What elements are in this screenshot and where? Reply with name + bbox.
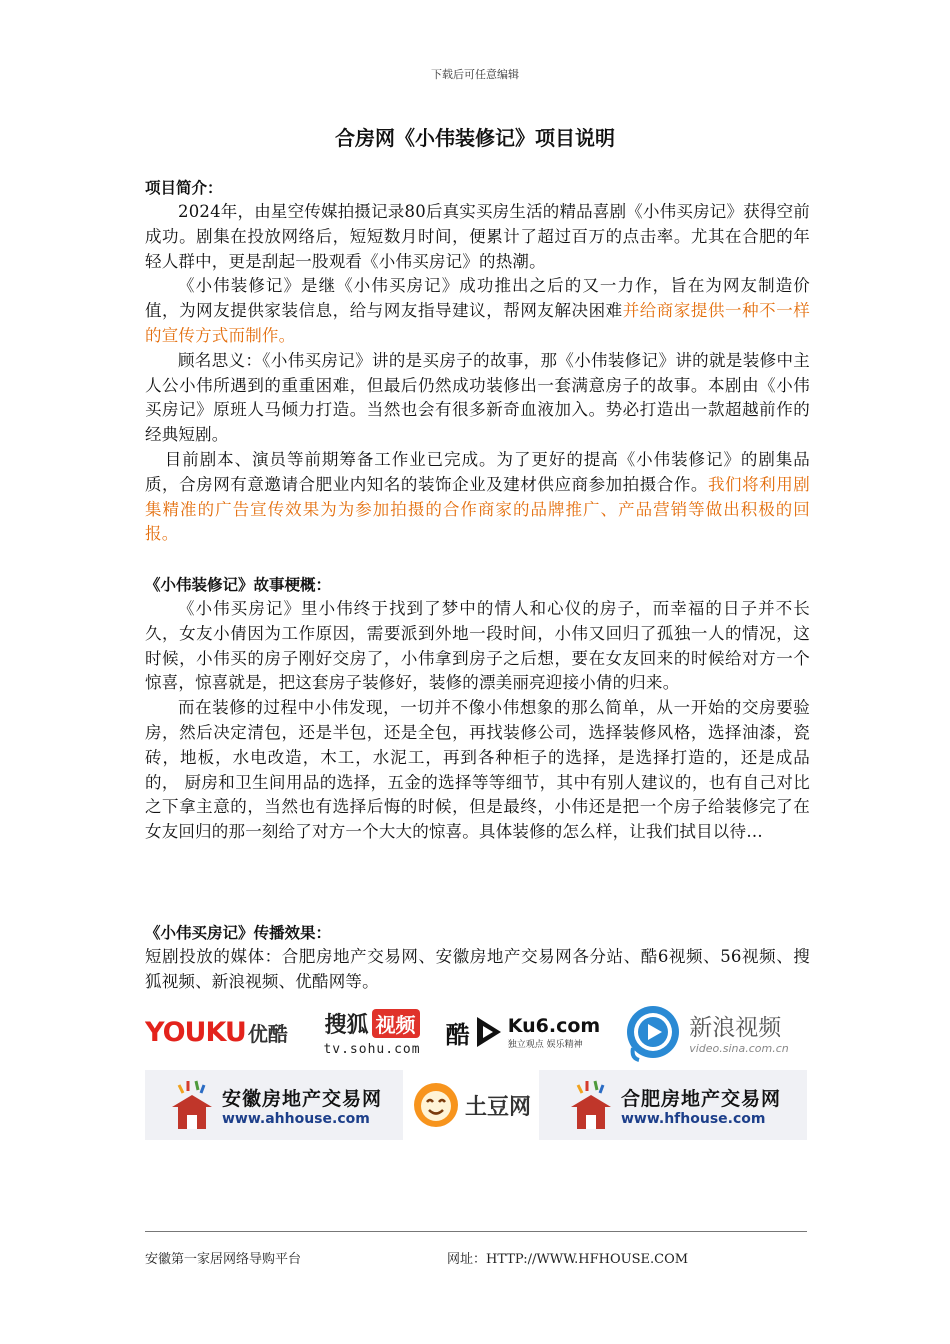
intro-section [145, 176, 810, 547]
media-logo-row-1 [145, 1000, 807, 1064]
sina-logo-text [689, 1009, 789, 1055]
sina-logo-url: video.sina.com.cn [689, 1042, 789, 1055]
sohu-logo-cn: 搜狐 [324, 1012, 369, 1038]
hfhouse-logo-url: www.hfhouse.com [620, 1110, 766, 1127]
ahhouse-logo [145, 1070, 403, 1140]
ahhouse-house-icon [166, 1077, 218, 1133]
sina-eye-icon [623, 1002, 683, 1062]
media-logo-row-2 [145, 1070, 807, 1140]
tudou-logo-cn: 土豆网 [464, 1094, 531, 1120]
ku6-logo-name: Ku6.com [507, 1014, 601, 1037]
intro-paragraph-1: 2024年，由星空传媒拍摄记录80后真实买房生活的精品喜剧《小伟买房记》获得空前成功。剧集在投放网络后，短短数月时间，便累计了超过百万的点击率。尤其在合肥的年轻人群中，更是刮起一股观看《小伟买房记》的热潮。 [145, 202, 810, 271]
sohu-logo-url: tv.sohu.com [323, 1041, 421, 1057]
effect-section [145, 921, 810, 995]
sina-video-logo [605, 1000, 807, 1064]
effect-paragraph: 短剧投放的媒体：合肥房地产交易网、安徽房地产交易网各分站、酷6视频、56视频、搜狐视频、新浪视频、优酷网等。 [145, 947, 810, 991]
youku-logo-cn: 优酷 [247, 1021, 288, 1046]
intro-paragraph-4-highlight: 我们将利用剧集精准的广告宣传效果为为参加拍摄的合作商家的品牌推广、产品营销等做出积极的回报。 [145, 474, 811, 544]
ku6-logo-text [508, 1015, 600, 1050]
footer-website: 网址：HTTP://WWW.HFHOUSE.COM [447, 1252, 689, 1267]
tudou-face-icon [411, 1080, 461, 1130]
hfhouse-logo-text [621, 1084, 781, 1127]
youku-logo [145, 1000, 303, 1064]
footer-divider [145, 1231, 807, 1232]
intro-paragraph-4-text: 目前剧本、演员等前期筹备工作业已完成。为了更好的提高《小伟装修记》的剧集品质，合房网有意邀请合肥业内知名的装饰企业及建材供应商参加拍摄合作。 [145, 449, 810, 494]
story-heading: 《小伟装修记》故事梗概： [145, 576, 332, 594]
intro-paragraph-2 [145, 274, 810, 348]
intro-paragraph-2-text: 《小伟装修记》是继《小伟买房记》成功推出之后的又一力作，旨在为网友制造价值，为网友提供家装信息，给与网友指导建议，帮网友解决困难 [145, 276, 810, 321]
intro-paragraph-2-highlight: 并给商家提供一种不一样的宣传方式而制作。 [145, 301, 810, 345]
intro-paragraph-3: 顾名思义：《小伟买房记》讲的是买房子的故事，那《小伟装修记》讲的就是装修中主人公小伟所遇到的重重困难，但最后仍然成功装修出一套满意房子的故事。本剧由《小伟买房记》原班人马倾力打造。当然也会有很多新奇血液加入。势必打造出一款超越前作的经典短剧。 [145, 350, 810, 445]
effect-heading: 《小伟买房记》传播效果： [145, 924, 332, 942]
sohu-logo-badge: 视频 [372, 1009, 420, 1038]
ku6-play-icon [474, 1015, 504, 1049]
story-paragraph-2: 而在装修的过程中小伟发现，一切并不像小伟想象的那么简单，从一开始的交房要验房，然后决定清包，还是半包，还是全包，再找装修公司，选择装修风格，选择油漆，瓷砖，地板，水电改造，木工，水泥工，再到各种柜子的选择，是选择打造的，还是成品的， 厨房和卫生间用品的选择，五金的选择等等细节，其中有别人建议的，也有自己对比之下拿主意的，当然也有选择后悔的时候，但是最终，小伟还是把一个房子给装修完了在女友回归的那一刻给了对方一个大大的惊喜。具体装修的怎么样，让我们拭目以待… [145, 698, 810, 842]
hfhouse-logo [539, 1070, 807, 1140]
ku6-logo-slogan: 独立观点 娱乐精神 [507, 1039, 583, 1050]
sina-logo-cn: 新浪视频 [689, 1015, 782, 1041]
ku6-logo-cn: 酷 [445, 1020, 470, 1049]
sohu-video-logo [303, 1000, 441, 1064]
intro-paragraph-4 [145, 448, 810, 547]
tudou-logo [403, 1070, 539, 1140]
youku-logo-en: YOUKU [145, 1016, 246, 1048]
sohu-logo-top [324, 1008, 419, 1039]
footer-slogan: 安徽第一家居网络导购平台 [145, 1252, 302, 1267]
intro-heading: 项目简介： [145, 179, 223, 197]
ku6-logo [441, 1000, 605, 1064]
document-title: 合房网《小伟装修记》项目说明 [335, 126, 615, 150]
story-paragraph-1: 《小伟买房记》里小伟终于找到了梦中的情人和心仪的房子，而幸福的日子并不长久，女友小倩因为工作原因，需要派到外地一段时间，小伟又回归了孤独一人的情况，这时候，小伟买的房子刚好交房了，小伟拿到房子之后想，要在女友回来的时候给对方一个惊喜，惊喜就是，把这套房子装修好，装修的漂美丽亮迎接小倩的归来。 [145, 599, 810, 693]
header-note: 下载后可任意编辑 [431, 68, 519, 81]
hfhouse-house-icon [565, 1077, 617, 1133]
hfhouse-logo-cn: 合肥房地产交易网 [620, 1087, 781, 1110]
story-section [145, 573, 810, 845]
ahhouse-logo-cn: 安徽房地产交易网 [221, 1087, 382, 1110]
ahhouse-logo-url: www.ahhouse.com [221, 1110, 370, 1127]
ahhouse-logo-text [222, 1084, 382, 1127]
